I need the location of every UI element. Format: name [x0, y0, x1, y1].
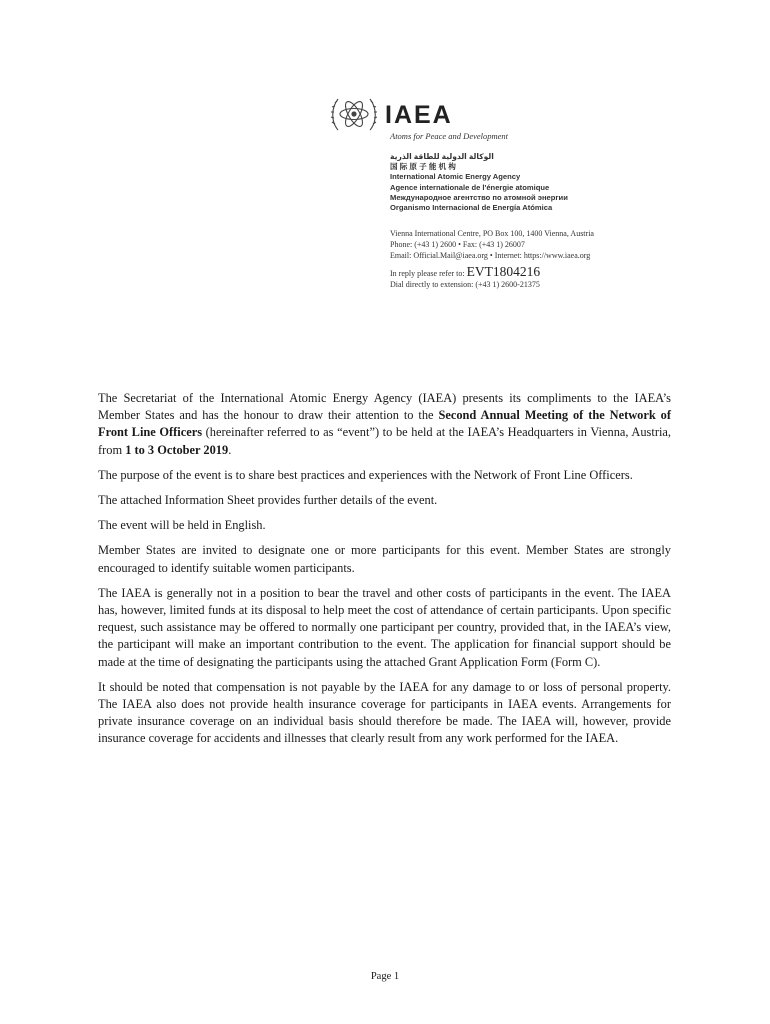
p1-text-e: .	[228, 442, 232, 457]
agency-name-spanish: Organismo Internacional de Energía Atómica	[390, 203, 553, 213]
dial-line: Dial directly to extension: (+43 1) 2600-21375	[390, 280, 540, 289]
event-dates: 1 to 3 October 2019	[125, 442, 229, 457]
reply-line	[390, 266, 540, 279]
letterhead-logo	[329, 90, 689, 136]
email-line: Email: Official.Mail@iaea.org • Internet: https://www.iaea.org	[390, 251, 591, 260]
agency-names	[390, 152, 568, 213]
iaea-emblem-icon	[329, 90, 379, 136]
paragraph-6: The IAEA is generally not in a position to bear the travel and other costs of participants in the event. The IAEA has, however, limited funds at its disposal to help meet the cost of attendance of certain participants. Upon specific request, such assistance may be offered to normally one participant per country, provided that, in the IAEA’s view, the participant will make an important contribution to the event. The application for financial support should be made at the time of designating the participants using the attached Grant Application Form (Form C).	[98, 585, 671, 669]
paragraph-4: The event will be held in English.	[98, 518, 266, 533]
paragraph-5: Member States are invited to designate one or more participants for this event. Member States are strongly encouraged to identify suitable women participants.	[98, 543, 671, 575]
paragraph-7: It should be noted that compensation is not payable by the IAEA for any damage to or loss of personal property. The IAEA also does not provide health insurance coverage for participants in IAEA events. Arrangements for private insurance coverage on an individual basis should therefore be made. The IAEA will, however, provide insurance coverage for accidents and illnesses that clearly result from any work performed for the IAEA.	[98, 679, 671, 746]
agency-name-russian: Международное агентство по атомной энергии	[390, 192, 568, 202]
agency-name-english: International Atomic Energy Agency	[390, 172, 521, 182]
address-line: Vienna International Centre, PO Box 100, 1400 Vienna, Austria	[390, 229, 594, 238]
agency-name-chinese: 国 际 原 子 能 机 构	[390, 162, 456, 172]
paragraph-1	[98, 390, 671, 459]
reply-label: In reply please refer to:	[390, 269, 467, 278]
page-number: Page 1	[370, 971, 400, 982]
p1-text-c: (hereinafter referred to as “event”) to be held at the IAEA’s Headquarters in Vienna, Austria, from	[98, 425, 671, 457]
reference-number: EVT1804216	[466, 264, 541, 279]
event-name: Second Annual Meeting of the Network of Front Line Officers	[98, 408, 671, 440]
reply-block	[390, 266, 540, 290]
letter-body	[98, 390, 671, 756]
p1-text-a: The Secretariat of the International Atomic Energy Agency (IAEA) presents its compliments to the IAEA’s Member States and has the honour to draw their attention to the	[98, 391, 671, 423]
phone-line: Phone: (+43 1) 2600 • Fax: (+43 1) 26007	[390, 240, 525, 249]
agency-name-arabic: الوكالة الدولية للطاقة الذرية	[390, 152, 494, 161]
wordmark: IAEA	[385, 100, 453, 129]
tagline: Atoms for Peace and Development	[390, 131, 509, 141]
agency-name-french: Agence internationale de l'énergie atomique	[390, 182, 550, 192]
contact-block	[390, 228, 594, 261]
paragraph-2: The purpose of the event is to share best practices and experiences with the Network of Front Line Officers.	[98, 467, 633, 482]
paragraph-3: The attached Information Sheet provides further details of the event.	[98, 493, 438, 508]
